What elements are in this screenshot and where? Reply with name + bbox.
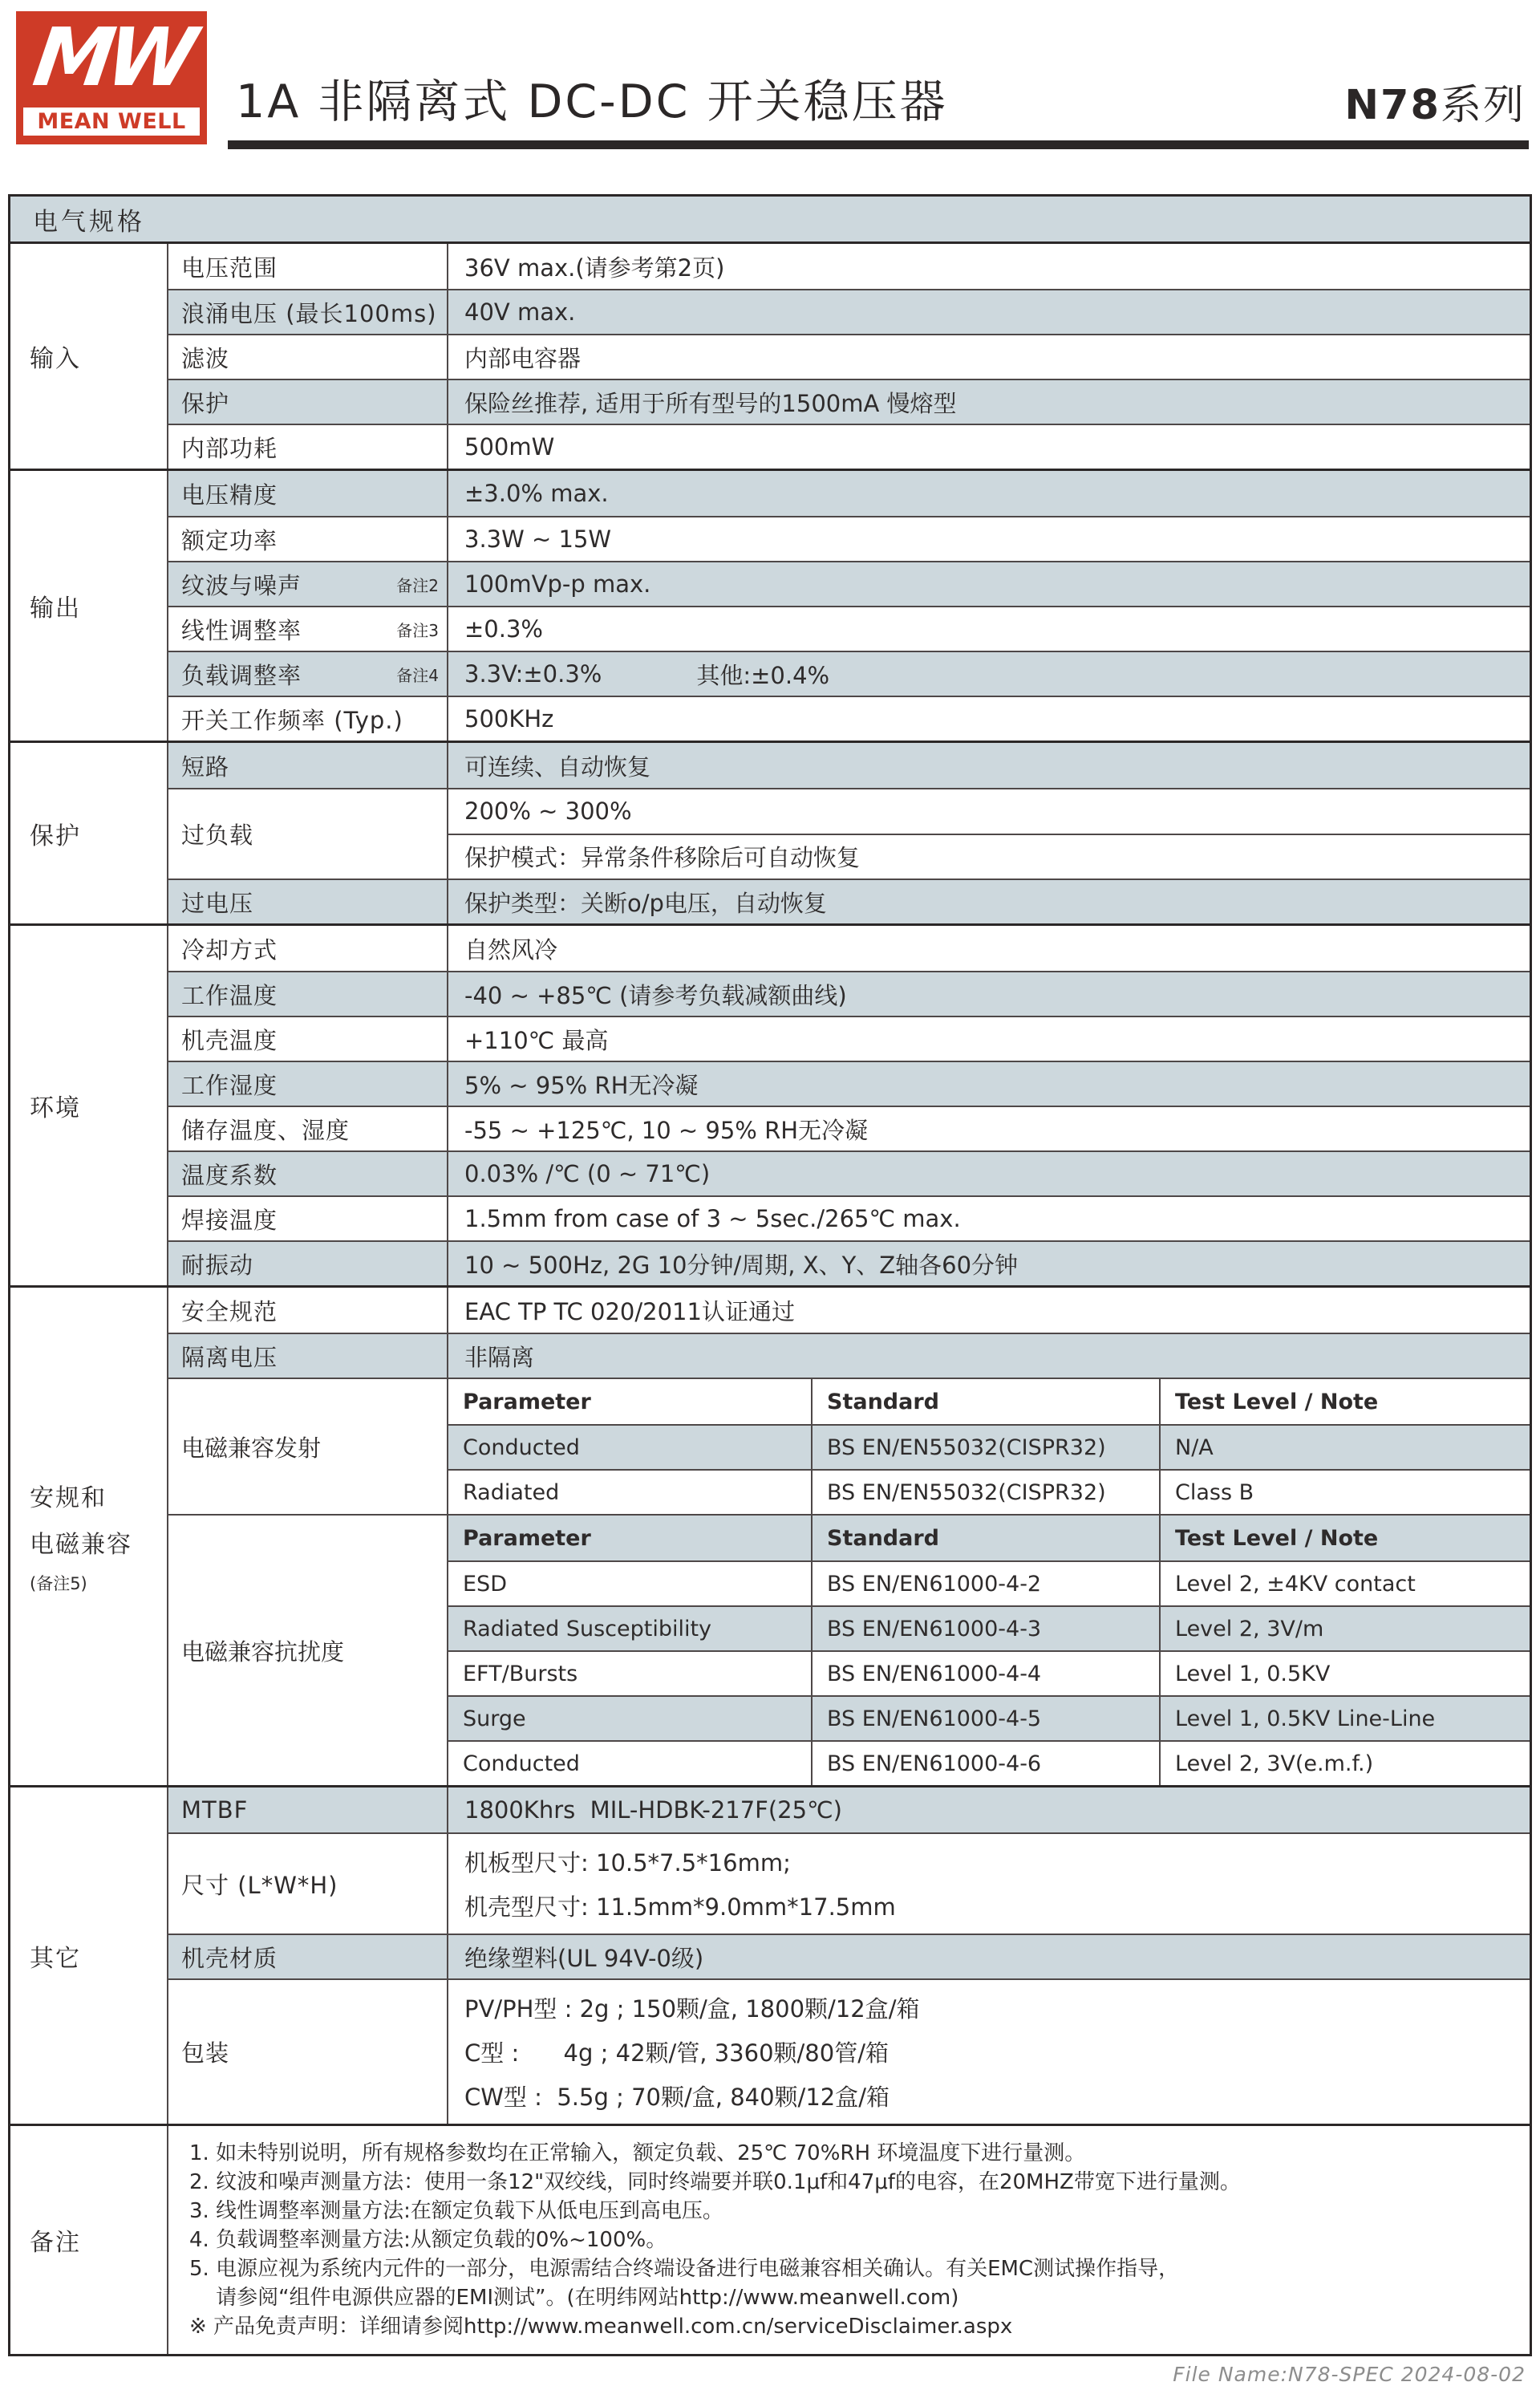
row-value: 40V max. xyxy=(464,298,576,326)
row-label: 冷却方式 xyxy=(168,926,448,971)
section-protection xyxy=(10,741,1530,923)
row-label: 内部功耗 xyxy=(168,425,448,469)
row-label: 开关工作频率 (Typ.) xyxy=(168,697,448,741)
dimension-case: 机壳型尺寸: 11.5mm*9.0mm*17.5mm xyxy=(464,1893,896,1921)
spec-row xyxy=(168,561,1530,606)
spec-row xyxy=(168,1195,1530,1240)
overload-mode: 保护模式：异常条件移除后可自动恢复 xyxy=(448,834,1530,879)
emc-row xyxy=(448,1469,1530,1514)
emc-col-parameter: Parameter xyxy=(463,1389,591,1414)
emc-testlevel: Class B xyxy=(1159,1471,1530,1514)
row-value: 0.03% /℃ (0 ~ 71℃) xyxy=(464,1160,711,1187)
page-header xyxy=(0,0,1540,149)
section-input-body xyxy=(168,244,1530,469)
spec-row xyxy=(168,879,1530,923)
packing-values xyxy=(448,1980,1530,2124)
row-value: +110℃ 最高 xyxy=(464,1026,609,1054)
spec-row xyxy=(168,379,1530,424)
row-label-text: 负载调整率 xyxy=(181,661,302,689)
spec-row xyxy=(168,334,1530,379)
emc-row xyxy=(448,1695,1530,1740)
spec-table xyxy=(8,194,1532,2356)
notes-body xyxy=(168,2126,1530,2354)
row-value: 自然风冷 xyxy=(464,935,558,964)
row-value: -40 ~ +85℃ (请参考负载减额曲线) xyxy=(464,981,847,1009)
spec-row xyxy=(168,289,1530,334)
row-value: 3.3W ~ 15W xyxy=(464,525,612,553)
row-label: 电压范围 xyxy=(168,244,448,289)
emc-testlevel: Level 1, 0.5KV xyxy=(1159,1652,1530,1695)
row-label: 过电压 xyxy=(168,880,448,923)
emc-col-standard: Standard xyxy=(811,1516,1159,1560)
row-label: 工作湿度 xyxy=(168,1062,448,1106)
spec-row-overload xyxy=(168,788,1530,879)
section-safety-emc-label xyxy=(10,1288,168,1785)
row-label: 机壳温度 xyxy=(168,1017,448,1061)
emc-emission-block xyxy=(168,1378,1530,1514)
overload-range: 200% ~ 300% xyxy=(464,797,632,826)
emc-table-header xyxy=(448,1516,1530,1560)
section-label-line1: 安规和 xyxy=(30,1484,107,1512)
section-label-text: 备注 xyxy=(30,2229,81,2257)
spec-row-dimension xyxy=(168,1832,1530,1934)
row-label: 浪涌电压 (最长100ms) xyxy=(168,290,448,334)
section-safety-emc xyxy=(10,1285,1530,1785)
section-label-note: (备注5) xyxy=(30,1574,87,1593)
spec-row xyxy=(168,1240,1530,1285)
row-label: 耐振动 xyxy=(168,1242,448,1285)
row-label: 储存温度、湿度 xyxy=(168,1107,448,1150)
emc-parameter: Radiated xyxy=(463,1479,560,1505)
row-value: 绝缘塑料(UL 94V-0级) xyxy=(464,1944,704,1972)
spec-row xyxy=(168,1288,1530,1333)
row-label: MTBF xyxy=(168,1787,448,1832)
section-input xyxy=(10,241,1530,469)
emc-col-testlevel: Test Level / Note xyxy=(1159,1516,1530,1560)
dimension-board: 机板型尺寸: 10.5*7.5*16mm; xyxy=(464,1849,791,1877)
spec-row xyxy=(168,1934,1530,1978)
row-label: 过负载 xyxy=(168,789,448,879)
note-line: 5. 电源应视为系统内元件的一部分，电源需结合终端设备进行电磁兼容相关确认。有关EMC测试操作指导， xyxy=(189,2257,1180,2281)
emc-col-standard: Standard xyxy=(811,1379,1159,1424)
emc-col-testlevel: Test Level / Note xyxy=(1159,1379,1530,1424)
row-value: 1800Khrs MIL-HDBK-217F(25℃) xyxy=(464,1796,842,1824)
row-label xyxy=(168,652,448,696)
section-label-text: 输出 xyxy=(30,594,81,623)
row-label: 焊接温度 xyxy=(168,1197,448,1240)
row-value: 500mW xyxy=(464,433,555,461)
emc-immunity-block xyxy=(168,1514,1530,1785)
spec-row xyxy=(168,424,1530,469)
spec-row-packing xyxy=(168,1978,1530,2124)
section-label-line2: 电磁兼容 xyxy=(30,1531,132,1559)
spec-row xyxy=(168,516,1530,561)
row-label: 保护 xyxy=(168,380,448,424)
section-notes xyxy=(10,2124,1530,2354)
note-ref: 备注3 xyxy=(396,620,439,640)
emc-standard: BS EN/EN55032(CISPR32) xyxy=(811,1426,1159,1469)
emc-testlevel: Level 2, 3V(e.m.f.) xyxy=(1159,1742,1530,1785)
header-title-area xyxy=(228,11,1529,149)
section-output xyxy=(10,469,1530,741)
section-protection-body xyxy=(168,743,1530,923)
section-label-text: 输入 xyxy=(30,345,81,373)
section-label-text: 其它 xyxy=(30,1944,81,1973)
header-rule xyxy=(228,140,1529,149)
emc-testlevel: Level 1, 0.5KV Line-Line xyxy=(1159,1697,1530,1740)
row-label: 工作温度 xyxy=(168,972,448,1016)
emc-testlevel: N/A xyxy=(1159,1426,1530,1469)
dimension-values xyxy=(448,1834,1530,1934)
note-line: 3. 线性调整率测量方法:在额定负载下从低电压到高电压。 xyxy=(189,2199,723,2223)
emc-parameter: EFT/Bursts xyxy=(463,1661,578,1686)
emc-testlevel: Level 2, 3V/m xyxy=(1159,1607,1530,1650)
emc-standard: BS EN/EN61000-4-3 xyxy=(811,1607,1159,1650)
row-value: 5% ~ 95% RH无冷凝 xyxy=(464,1071,699,1099)
load-reg-33: 3.3V:±0.3% xyxy=(464,660,602,688)
mw-logo-icon: MW xyxy=(28,10,196,104)
section-output-body xyxy=(168,471,1530,741)
series-name xyxy=(1344,71,1526,131)
emc-emission-table xyxy=(448,1379,1530,1514)
row-value: 1.5mm from case of 3 ~ 5sec./265℃ max. xyxy=(464,1205,961,1232)
spec-row xyxy=(168,1016,1530,1061)
section-environment xyxy=(10,923,1530,1285)
emc-row xyxy=(448,1650,1530,1695)
section-environment-body xyxy=(168,926,1530,1285)
emc-col-parameter: Parameter xyxy=(463,1525,591,1551)
row-value: 500KHz xyxy=(464,705,554,732)
emc-row xyxy=(448,1560,1530,1605)
emc-testlevel: Level 2, ±4KV contact xyxy=(1159,1562,1530,1605)
emc-row xyxy=(448,1740,1530,1785)
emc-standard: BS EN/EN61000-4-5 xyxy=(811,1697,1159,1740)
section-output-label xyxy=(10,471,168,741)
spec-row xyxy=(168,1106,1530,1150)
row-value: ±3.0% max. xyxy=(464,480,609,507)
spec-row xyxy=(168,244,1530,289)
row-label-text: 线性调整率 xyxy=(181,616,302,644)
packing-c: C型 : 4g ; 42颗/管, 3360颗/80管/箱 xyxy=(464,2039,889,2067)
packing-cw: CW型 : 5.5g ; 70颗/盒, 840颗/12盒/箱 xyxy=(464,2084,890,2111)
note-line: 请参阅“组件电源供应器的EMI测试”。(在明纬网站http://www.meanwell.com) xyxy=(189,2286,959,2310)
note-line: ※ 产品免责声明：详细请参阅http://www.meanwell.com.cn/serviceDisclaimer.aspx xyxy=(189,2315,1013,2339)
section-label-text: 环境 xyxy=(30,1094,81,1122)
emc-standard: BS EN/EN61000-4-2 xyxy=(811,1562,1159,1605)
row-label xyxy=(168,607,448,651)
packing-pvph: PV/PH型 : 2g ; 150颗/盒, 1800颗/12盒/箱 xyxy=(464,1995,920,2023)
series-model: N78 xyxy=(1344,82,1441,129)
row-value: 10 ~ 500Hz, 2G 10分钟/周期, X、Y、Z轴各60分钟 xyxy=(464,1251,1019,1279)
row-value: ±0.3% xyxy=(464,615,543,643)
note-ref: 备注4 xyxy=(396,665,439,685)
spec-row xyxy=(168,971,1530,1016)
emc-immunity-table xyxy=(448,1516,1530,1785)
spec-row xyxy=(168,743,1530,788)
row-value: 保护类型：关断o/p电压，自动恢复 xyxy=(464,889,827,917)
row-label: 温度系数 xyxy=(168,1152,448,1195)
logo-brand-text: MEAN WELL xyxy=(22,106,201,137)
row-value: 非隔离 xyxy=(464,1343,535,1371)
emc-parameter: Surge xyxy=(463,1706,526,1731)
note-ref: 备注2 xyxy=(396,575,439,595)
section-others xyxy=(10,1785,1530,2124)
row-label: 滤波 xyxy=(168,335,448,379)
meanwell-logo xyxy=(16,11,207,144)
emc-parameter: ESD xyxy=(463,1571,507,1597)
note-line: 2. 纹波和噪声测量方法：使用一条12"双绞线，同时终端要并联0.1μf和47μf的电容，在20MHZ带宽下进行量测。 xyxy=(189,2170,1241,2194)
emc-standard: BS EN/EN55032(CISPR32) xyxy=(811,1471,1159,1514)
footer-filename: File Name:N78-SPEC 2024-08-02 xyxy=(1173,2363,1526,2386)
row-value: 可连续、自动恢复 xyxy=(464,753,651,781)
emc-standard: BS EN/EN61000-4-4 xyxy=(811,1652,1159,1695)
row-label: 短路 xyxy=(168,743,448,788)
emc-row xyxy=(448,1424,1530,1469)
section-notes-label xyxy=(10,2126,168,2354)
row-label: 尺寸 (L*W*H) xyxy=(168,1834,448,1934)
emc-parameter: Radiated Susceptibility xyxy=(463,1616,712,1641)
row-value: 36V max.(请参考第2页) xyxy=(464,254,725,282)
note-line: 1. 如未特别说明，所有规格参数均在正常输入，额定负载、25℃ 70%RH 环境温度下进行量测。 xyxy=(189,2141,1086,2165)
spec-row xyxy=(168,651,1530,696)
row-label: 额定功率 xyxy=(168,517,448,561)
emc-emission-label: 电磁兼容发射 xyxy=(168,1379,448,1514)
emc-parameter: Conducted xyxy=(463,1751,580,1776)
spec-row xyxy=(168,1333,1530,1378)
row-value: 100mVp-p max. xyxy=(464,570,651,598)
row-value: EAC TP TC 020/2011认证通过 xyxy=(464,1297,795,1325)
section-others-body xyxy=(168,1787,1530,2124)
row-value xyxy=(448,652,1530,696)
section-protection-label xyxy=(10,743,168,923)
row-label: 机壳材质 xyxy=(168,1935,448,1978)
page-title: 1A 非隔离式 DC-DC 开关稳压器 xyxy=(236,75,948,128)
emc-standard: BS EN/EN61000-4-6 xyxy=(811,1742,1159,1785)
row-label: 电压精度 xyxy=(168,471,448,516)
section-safety-emc-body xyxy=(168,1288,1530,1785)
spec-row xyxy=(168,926,1530,971)
section-others-label xyxy=(10,1787,168,2124)
section-environment-label xyxy=(10,926,168,1285)
spec-row xyxy=(168,1061,1530,1106)
emc-table-header xyxy=(448,1379,1530,1424)
row-label: 包装 xyxy=(168,1980,448,2124)
section-label-text: 保护 xyxy=(30,822,81,850)
row-value: 保险丝推荐, 适用于所有型号的1500mA 慢熔型 xyxy=(464,389,957,417)
row-label: 安全规范 xyxy=(168,1288,448,1333)
title-row xyxy=(228,65,1529,140)
spec-row xyxy=(168,1150,1530,1195)
spec-row xyxy=(168,1787,1530,1832)
row-label-text: 纹波与噪声 xyxy=(181,571,302,599)
spec-row xyxy=(168,606,1530,651)
emc-immunity-label: 电磁兼容抗扰度 xyxy=(168,1516,448,1785)
emc-row xyxy=(448,1605,1530,1650)
overload-values xyxy=(448,789,1530,879)
table-title: 电气规格 xyxy=(10,197,1530,241)
spec-row xyxy=(168,471,1530,516)
emc-parameter: Conducted xyxy=(463,1434,580,1460)
series-suffix: 系列 xyxy=(1440,82,1526,129)
spec-row xyxy=(168,696,1530,741)
row-value: -55 ~ +125℃, 10 ~ 95% RH无冷凝 xyxy=(464,1116,869,1144)
section-input-label xyxy=(10,244,168,469)
row-value: 内部电容器 xyxy=(464,344,582,372)
row-label: 隔离电压 xyxy=(168,1334,448,1378)
load-reg-others: 其他:±0.4% xyxy=(696,661,830,689)
row-label xyxy=(168,562,448,606)
note-line: 4. 负载调整率测量方法:从额定负载的0%~100%。 xyxy=(189,2228,667,2252)
